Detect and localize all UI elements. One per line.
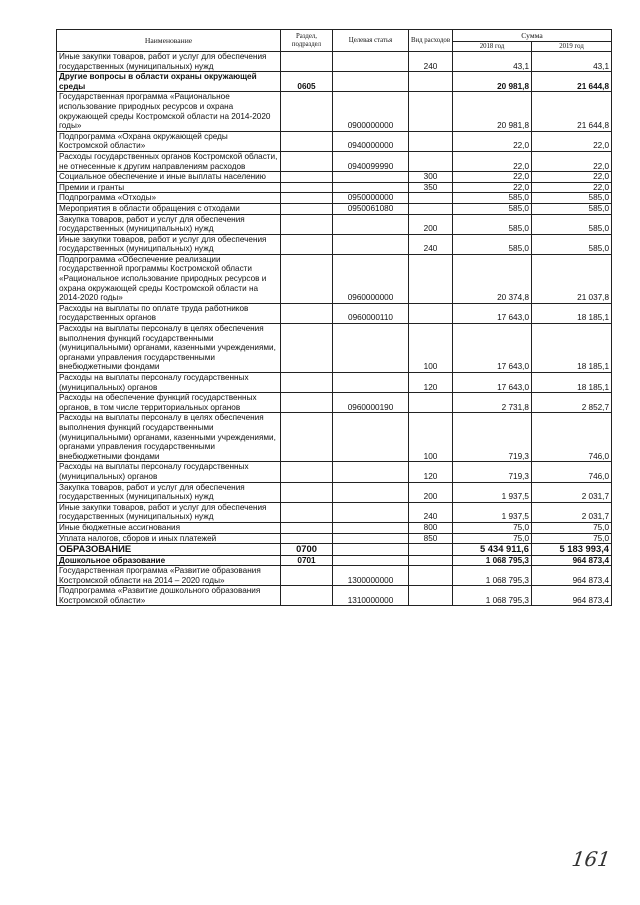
row-value-2018: 22,0 (453, 182, 532, 193)
row-value-2019: 5 183 993,4 (532, 544, 612, 555)
row-value-2018: 719,3 (453, 462, 532, 482)
row-kind (409, 131, 453, 151)
row-kind: 200 (409, 214, 453, 234)
row-name: Социальное обеспечение и иные выплаты населению (57, 172, 281, 183)
row-section (281, 566, 333, 586)
header-kind: Вид расходов (409, 30, 453, 52)
row-section (281, 52, 333, 72)
row-value-2019: 2 031,7 (532, 502, 612, 522)
row-kind (409, 393, 453, 413)
table-row (57, 193, 612, 204)
table-row (57, 544, 612, 555)
row-value-2018: 22,0 (453, 172, 532, 183)
row-name: Расходы на выплаты персоналу в целях обеспечения выполнения функций государственными (муниципальными) органами, казенными учреждениями, органами управления государственными внебюджетными фондами (57, 324, 281, 373)
row-kind: 120 (409, 462, 453, 482)
row-target: 0940099990 (333, 151, 409, 171)
row-value-2019: 964 873,4 (532, 586, 612, 606)
row-section (281, 182, 333, 193)
row-section (281, 193, 333, 204)
row-name: Подпрограмма «Отходы» (57, 193, 281, 204)
row-kind: 240 (409, 234, 453, 254)
row-value-2018: 1 068 795,3 (453, 586, 532, 606)
row-kind (409, 555, 453, 566)
row-kind: 850 (409, 533, 453, 544)
row-name: Подпрограмма «Обеспечение реализации государственной программы Костромской области «Рациональное использование природных ресурсов и охрана окружающей среды Костромской области на 2014-2020 годы» (57, 254, 281, 303)
row-name: Иные закупки товаров, работ и услуг для обеспечения государственных (муниципальных) нужд (57, 234, 281, 254)
row-value-2018: 5 434 911,6 (453, 544, 532, 555)
row-value-2018: 1 068 795,3 (453, 555, 532, 566)
row-value-2019: 18 185,1 (532, 373, 612, 393)
header-target: Целевая статья (333, 30, 409, 52)
row-value-2018: 585,0 (453, 203, 532, 214)
row-name: Закупка товаров, работ и услуг для обеспечения государственных (муниципальных) нужд (57, 482, 281, 502)
row-name: Расходы на выплаты по оплате труда работников государственных органов (57, 303, 281, 323)
row-value-2018: 20 374,8 (453, 254, 532, 303)
row-section (281, 203, 333, 214)
row-kind (409, 254, 453, 303)
row-name: Иные закупки товаров, работ и услуг для обеспечения государственных (муниципальных) нужд (57, 502, 281, 522)
row-section (281, 373, 333, 393)
row-section (281, 324, 333, 373)
row-value-2018: 17 643,0 (453, 324, 532, 373)
row-kind: 240 (409, 52, 453, 72)
row-name: Иные бюджетные ассигнования (57, 522, 281, 533)
row-name: Расходы государственных органов Костромской области, не отнесенные к другим направлениям расходов (57, 151, 281, 171)
row-value-2019: 21 644,8 (532, 92, 612, 131)
row-value-2019: 746,0 (532, 462, 612, 482)
row-kind: 800 (409, 522, 453, 533)
row-name: Закупка товаров, работ и услуг для обеспечения государственных (муниципальных) нужд (57, 214, 281, 234)
row-name: Государственная программа «Рациональное использование природных ресурсов и охрана окружающей среды Костромской области на 2014-2020 годы» (57, 92, 281, 131)
row-value-2018: 585,0 (453, 193, 532, 204)
table-row (57, 72, 612, 92)
row-section (281, 393, 333, 413)
row-target (333, 502, 409, 522)
row-value-2019: 22,0 (532, 172, 612, 183)
row-value-2018: 585,0 (453, 214, 532, 234)
row-value-2018: 75,0 (453, 522, 532, 533)
row-value-2018: 17 643,0 (453, 373, 532, 393)
header-row-top (57, 30, 612, 42)
row-name: Уплата налогов, сборов и иных платежей (57, 533, 281, 544)
row-name: Дошкольное образование (57, 555, 281, 566)
row-kind (409, 203, 453, 214)
row-value-2018: 75,0 (453, 533, 532, 544)
row-target (333, 182, 409, 193)
row-kind (409, 72, 453, 92)
row-name: ОБРАЗОВАНИЕ (57, 544, 281, 555)
table-row (57, 324, 612, 373)
row-target (333, 522, 409, 533)
row-target (333, 413, 409, 462)
row-kind: 300 (409, 172, 453, 183)
row-kind (409, 193, 453, 204)
row-section (281, 413, 333, 462)
row-target: 1310000000 (333, 586, 409, 606)
table-body (57, 52, 612, 606)
row-section (281, 151, 333, 171)
row-value-2019: 746,0 (532, 413, 612, 462)
row-target: 0960000110 (333, 303, 409, 323)
table-row (57, 151, 612, 171)
row-section (281, 533, 333, 544)
row-section (281, 131, 333, 151)
row-name: Расходы на выплаты персоналу государственных (муниципальных) органов (57, 462, 281, 482)
row-target: 1300000000 (333, 566, 409, 586)
row-value-2019: 18 185,1 (532, 303, 612, 323)
row-section (281, 482, 333, 502)
row-value-2019: 18 185,1 (532, 324, 612, 373)
row-target (333, 555, 409, 566)
row-section (281, 586, 333, 606)
row-target (333, 214, 409, 234)
row-target (333, 482, 409, 502)
row-value-2019: 22,0 (532, 131, 612, 151)
row-name: Расходы на обеспечение функций государственных органов, в том числе территориальных органов (57, 393, 281, 413)
row-value-2019: 2 852,7 (532, 393, 612, 413)
row-kind: 100 (409, 324, 453, 373)
row-value-2019: 585,0 (532, 193, 612, 204)
row-value-2019: 964 873,4 (532, 555, 612, 566)
row-value-2018: 1 068 795,3 (453, 566, 532, 586)
table-row (57, 522, 612, 533)
table-row (57, 254, 612, 303)
row-value-2018: 43,1 (453, 52, 532, 72)
row-kind: 240 (409, 502, 453, 522)
row-target: 0900000000 (333, 92, 409, 131)
row-kind (409, 151, 453, 171)
row-value-2019: 75,0 (532, 533, 612, 544)
table-row (57, 52, 612, 72)
row-value-2019: 21 644,8 (532, 72, 612, 92)
row-section (281, 462, 333, 482)
row-section (281, 522, 333, 533)
header-year-2019: 2019 год (532, 42, 612, 52)
row-section: 0701 (281, 555, 333, 566)
row-value-2019: 75,0 (532, 522, 612, 533)
row-target (333, 373, 409, 393)
row-section (281, 254, 333, 303)
row-kind (409, 566, 453, 586)
table-row (57, 533, 612, 544)
row-value-2019: 964 873,4 (532, 566, 612, 586)
row-section (281, 214, 333, 234)
row-target: 0950061080 (333, 203, 409, 214)
row-value-2019: 585,0 (532, 203, 612, 214)
row-name: Государственная программа «Развитие образования Костромской области на 2014 – 2020 годы» (57, 566, 281, 586)
row-section (281, 234, 333, 254)
table-row (57, 566, 612, 586)
row-section (281, 172, 333, 183)
row-kind: 350 (409, 182, 453, 193)
table-row (57, 482, 612, 502)
row-value-2018: 22,0 (453, 131, 532, 151)
budget-table (56, 29, 612, 606)
row-target: 0940000000 (333, 131, 409, 151)
row-value-2018: 17 643,0 (453, 303, 532, 323)
row-name: Мероприятия в области обращения с отходами (57, 203, 281, 214)
row-value-2018: 20 981,8 (453, 92, 532, 131)
row-section (281, 92, 333, 131)
header-name: Наименование (57, 30, 281, 52)
row-target: 0960000000 (333, 254, 409, 303)
row-target (333, 72, 409, 92)
table-row (57, 413, 612, 462)
row-kind: 100 (409, 413, 453, 462)
row-kind: 120 (409, 373, 453, 393)
row-value-2018: 719,3 (453, 413, 532, 462)
row-value-2019: 43,1 (532, 52, 612, 72)
header-section: Раздел, подраздел (281, 30, 333, 52)
row-name: Подпрограмма «Развитие дошкольного образования Костромской области» (57, 586, 281, 606)
row-target (333, 324, 409, 373)
row-section (281, 303, 333, 323)
table-row (57, 555, 612, 566)
row-kind (409, 586, 453, 606)
table-row (57, 234, 612, 254)
page-number: 161 (570, 847, 612, 871)
row-name: Расходы на выплаты персоналу в целях обеспечения выполнения функций государственными (муниципальными) органами, казенными учреждениями, органами управления государственными внебюджетными фондами (57, 413, 281, 462)
row-kind (409, 303, 453, 323)
row-value-2019: 22,0 (532, 151, 612, 171)
row-value-2018: 1 937,5 (453, 482, 532, 502)
table-row (57, 462, 612, 482)
row-value-2019: 21 037,8 (532, 254, 612, 303)
row-section: 0605 (281, 72, 333, 92)
row-value-2019: 585,0 (532, 214, 612, 234)
table-row (57, 131, 612, 151)
row-target (333, 172, 409, 183)
row-target (333, 533, 409, 544)
row-value-2018: 20 981,8 (453, 72, 532, 92)
row-name: Другие вопросы в области охраны окружающей среды (57, 72, 281, 92)
row-name: Подпрограмма «Охрана окружающей среды Костромской области» (57, 131, 281, 151)
table-row (57, 172, 612, 183)
table-row (57, 586, 612, 606)
budget-table-page (56, 29, 611, 606)
row-value-2019: 585,0 (532, 234, 612, 254)
row-kind (409, 92, 453, 131)
table-row (57, 182, 612, 193)
table-row (57, 203, 612, 214)
row-target: 0950000000 (333, 193, 409, 204)
table-row (57, 214, 612, 234)
row-value-2019: 2 031,7 (532, 482, 612, 502)
table-row (57, 373, 612, 393)
table-row (57, 393, 612, 413)
row-kind: 200 (409, 482, 453, 502)
row-name: Иные закупки товаров, работ и услуг для обеспечения государственных (муниципальных) нужд (57, 52, 281, 72)
row-value-2019: 22,0 (532, 182, 612, 193)
header-sum: Сумма (453, 30, 612, 42)
row-target (333, 234, 409, 254)
row-target (333, 544, 409, 555)
row-kind (409, 544, 453, 555)
row-section (281, 502, 333, 522)
row-target: 0960000190 (333, 393, 409, 413)
table-row (57, 303, 612, 323)
row-value-2018: 2 731,8 (453, 393, 532, 413)
row-name: Расходы на выплаты персоналу государственных (муниципальных) органов (57, 373, 281, 393)
row-value-2018: 585,0 (453, 234, 532, 254)
row-target (333, 52, 409, 72)
header-year-2018: 2018 год (453, 42, 532, 52)
row-value-2018: 22,0 (453, 151, 532, 171)
row-section: 0700 (281, 544, 333, 555)
row-name: Премии и гранты (57, 182, 281, 193)
row-value-2018: 1 937,5 (453, 502, 532, 522)
table-row (57, 92, 612, 131)
row-target (333, 462, 409, 482)
table-row (57, 502, 612, 522)
